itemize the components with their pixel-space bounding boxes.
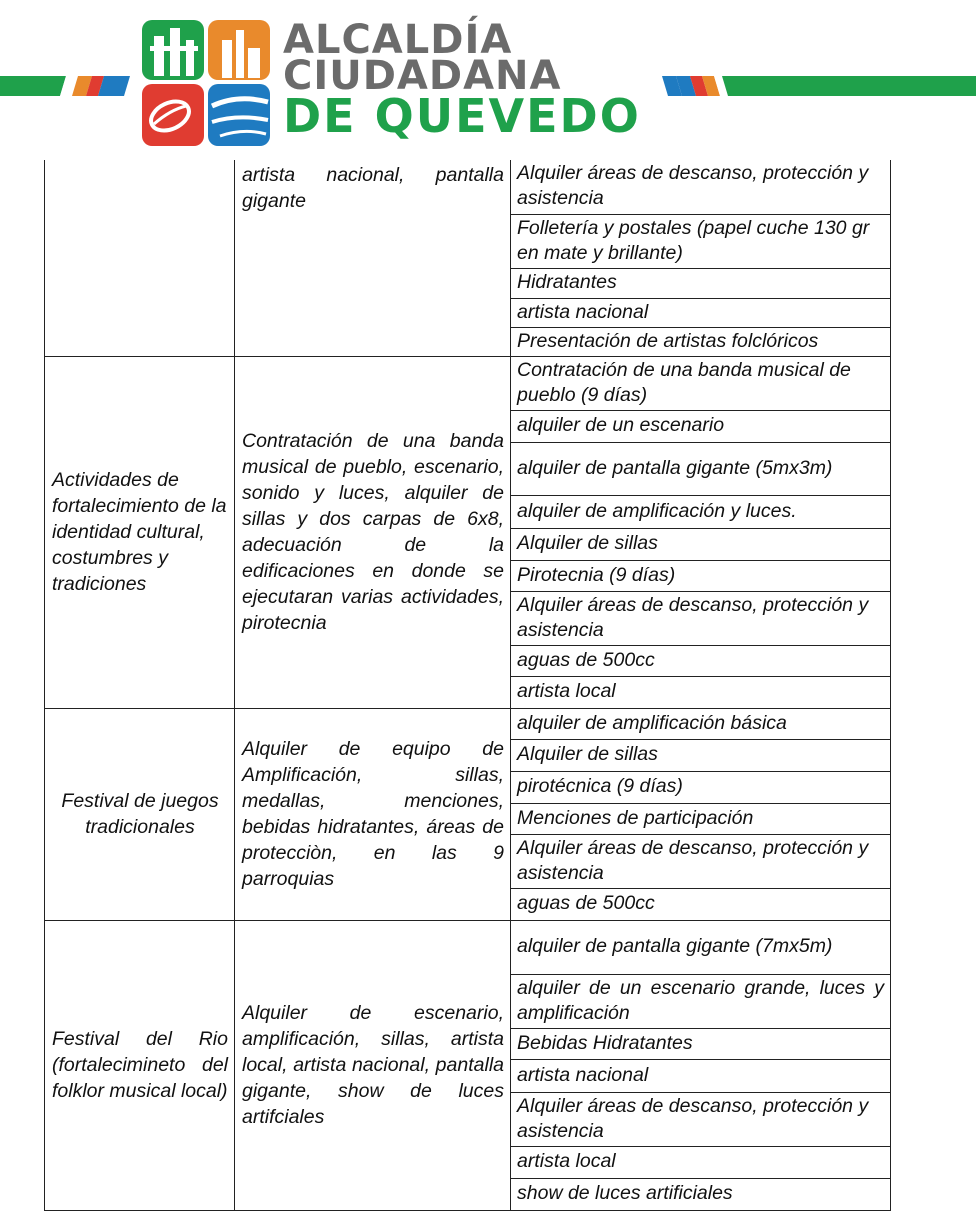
- activity-cell: Festival de juegos tradicionales: [45, 708, 235, 920]
- item-cell: artista local: [511, 1146, 891, 1178]
- table-row: [45, 356, 891, 410]
- left-color-stripe: [0, 76, 130, 96]
- item-cell: artista local: [511, 676, 891, 708]
- activity-cell: Actividades de fortalecimiento de la identidad cultural, costumbres y tradiciones: [45, 356, 235, 708]
- item-cell: alquiler de un escenario: [511, 410, 891, 442]
- item-cell: aguas de 500cc: [511, 645, 891, 676]
- table-row: [45, 708, 891, 739]
- item-cell: show de luces artificiales: [511, 1178, 891, 1210]
- item-cell: Folletería y postales (papel cuche 130 gr en mate y brillante): [511, 214, 891, 268]
- table-row: [45, 160, 891, 214]
- description-cell: artista nacional, pantalla gigante: [235, 160, 511, 356]
- description-cell: Contratación de una banda musical de pueblo, escenario, sonido y luces, alquiler de sillas y dos carpas de 6x8, adecuación de la edificaciones en donde se ejecutaran varias actividades, pirotecnia: [235, 356, 511, 708]
- item-cell: Alquiler de sillas: [511, 528, 891, 560]
- item-cell: alquiler de amplificación básica: [511, 708, 891, 739]
- title-line-3: DE QUEVEDO: [283, 89, 641, 143]
- item-cell: alquiler de pantalla gigante (7mx5m): [511, 920, 891, 974]
- description-cell: Alquiler de equipo de Amplificación, sillas, medallas, menciones, bebidas hidratantes, áreas de protecciòn, en las 9 parroquias: [235, 708, 511, 920]
- title-line-1: ALCALDÍA: [283, 17, 513, 63]
- item-cell: pirotécnica (9 días): [511, 771, 891, 803]
- right-color-stripe: [662, 76, 976, 96]
- item-cell: Alquiler áreas de descanso, protección y asistencia: [511, 834, 891, 888]
- item-cell: Menciones de participación: [511, 803, 891, 834]
- item-cell: artista nacional: [511, 1059, 891, 1092]
- item-cell: Contratación de una banda musical de pueblo (9 días): [511, 356, 891, 410]
- title-line-2: CIUDADANA: [283, 53, 562, 99]
- item-cell: Hidratantes: [511, 268, 891, 298]
- description-cell: Alquiler de escenario, amplificación, sillas, artista local, artista nacional, pantalla gigante, show de luces artifciales: [235, 920, 511, 1210]
- page-header: [0, 0, 976, 160]
- activity-cell-empty: [45, 160, 235, 356]
- item-cell: Bebidas Hidratantes: [511, 1028, 891, 1059]
- item-cell: aguas de 500cc: [511, 888, 891, 920]
- item-cell: Alquiler áreas de descanso, protección y asistencia: [511, 160, 891, 214]
- item-cell: alquiler de pantalla gigante (5mx3m): [511, 442, 891, 495]
- item-cell: Alquiler áreas de descanso, protección y asistencia: [511, 591, 891, 645]
- item-cell: Presentación de artistas folclóricos: [511, 327, 891, 356]
- item-cell: alquiler de amplificación y luces.: [511, 495, 891, 528]
- item-cell: Alquiler áreas de descanso, protección y asistencia: [511, 1092, 891, 1146]
- municipal-crest-icon: [140, 18, 272, 150]
- institution-name: [283, 17, 641, 143]
- item-cell: artista nacional: [511, 298, 891, 327]
- item-cell: Alquiler de sillas: [511, 739, 891, 771]
- item-cell: Pirotecnia (9 días): [511, 560, 891, 591]
- item-cell: alquiler de un escenario grande, luces y amplificación: [511, 974, 891, 1028]
- activities-table: [44, 160, 891, 1211]
- table-row: [45, 920, 891, 974]
- activity-cell: Festival del Rio (fortalecimineto del folklor musical local): [45, 920, 235, 1210]
